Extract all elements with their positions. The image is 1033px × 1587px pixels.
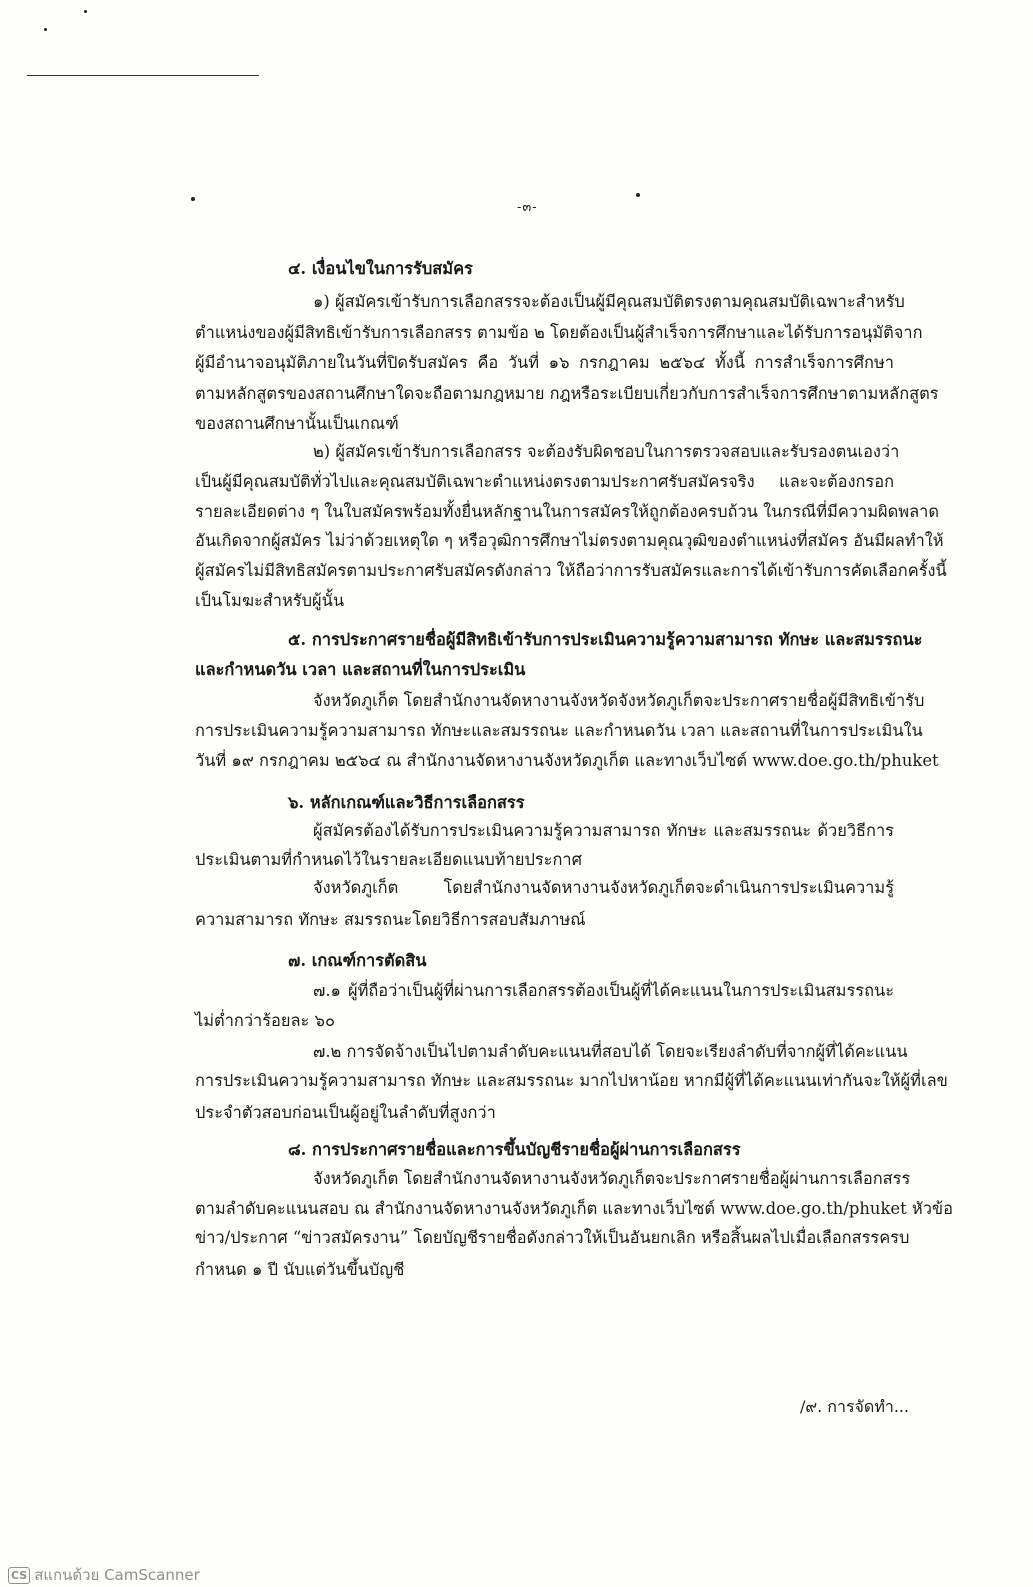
next-page-continuation: /๙. การจัดทำ... bbox=[800, 1397, 910, 1416]
section-heading: ๕. การประกาศรายชื่อผู้มีสิทธิเข้ารับการประเมินความรู้ความสามารถ ทักษะ และสมรรถนะ bbox=[288, 630, 923, 649]
paragraph-line: ตำแหน่งของผู้มีสิทธิเข้ารับการเลือกสรร ตามข้อ ๒ โดยต้องเป็นผู้สำเร็จการศึกษาและได้รับการอนุมัติจาก bbox=[195, 323, 923, 342]
section-heading: ๘. การประกาศรายชื่อและการขึ้นบัญชีรายชื่อผู้ผ่านการเลือกสรร bbox=[288, 1140, 741, 1159]
section-heading: และกำหนดวัน เวลา และสถานที่ในการประเมิน bbox=[195, 660, 526, 679]
paragraph-line: ผู้มีอำนาจอนุมัติภายในวันที่ปิดรับสมัคร คือ วันที่ ๑๖ กรกฎาคม ๒๕๖๔ ทั้งนี้ การสำเร็จการศึกษา bbox=[195, 353, 894, 372]
top-rule bbox=[27, 75, 259, 76]
section-heading: ๖. หลักเกณฑ์และวิธีการเลือกสรร bbox=[288, 793, 525, 812]
paragraph-line: การประเมินความรู้ความสามารถ ทักษะและสมรรถนะ และกำหนดวัน เวลา และสถานที่ในการประเมินใน bbox=[195, 721, 923, 740]
scan-speck bbox=[84, 10, 87, 13]
section-heading: ๔. เงื่อนไขในการรับสมัคร bbox=[288, 259, 473, 278]
paragraph-line: เป็นโมฆะสำหรับผู้นั้น bbox=[195, 591, 345, 610]
scan-speck bbox=[191, 197, 195, 201]
scan-speck bbox=[44, 28, 47, 31]
paragraph-line: ผู้สมัครไม่มีสิทธิสมัครตามประกาศรับสมัครดังกล่าว ให้ถือว่าการรับสมัครและการได้เข้ารับการคัดเลือกครั้งนี้ bbox=[195, 561, 947, 580]
paragraph-line: ตามหลักสูตรของสถานศึกษาใดจะถือตามกฎหมาย กฎหรือระเบียบเกี่ยวกับการสำเร็จการศึกษาตามหลักสูตร bbox=[195, 384, 939, 403]
paragraph-line: จังหวัดภูเก็ต โดยสำนักงานจัดหางานจังหวัดภูเก็ตจะประกาศรายชื่อผู้ผ่านการเลือกสรร bbox=[313, 1169, 911, 1188]
camscanner-watermark bbox=[8, 1563, 200, 1587]
paragraph-line: กำหนด ๑ ปี นับแต่วันขึ้นบัญชี bbox=[195, 1260, 405, 1279]
paragraph-line: อันเกิดจากผู้สมัคร ไม่ว่าด้วยเหตุใด ๆ หรือวุฒิการศึกษาไม่ตรงตามคุณวุฒิของตำแหน่งที่สมัคร อันมีผลทำให้ bbox=[195, 531, 944, 550]
paragraph-line: ความสามารถ ทักษะ สมรรถนะโดยวิธีการสอบสัมภาษณ์ bbox=[195, 910, 586, 929]
camscanner-text: สแกนด้วย CamScanner bbox=[34, 1566, 200, 1584]
paragraph-line: ของสถานศึกษานั้นเป็นเกณฑ์ bbox=[195, 414, 399, 433]
paragraph-line: ตามลำดับคะแนนสอบ ณ สำนักงานจัดหางานจังหวัดภูเก็ต และทางเว็บไซต์ www.doe.go.th/phuket หัวข้อ bbox=[195, 1199, 953, 1218]
paragraph-line: การประเมินความรู้ความสามารถ ทักษะ และสมรรถนะ มากไปหาน้อย หากมีผู้ที่ได้คะแนนเท่ากันจะให้ผู้ที่เลข bbox=[195, 1071, 948, 1090]
page-number: -๓- bbox=[517, 200, 538, 215]
paragraph-line: ๑) ผู้สมัครเข้ารับการเลือกสรรจะต้องเป็นผู้มีคุณสมบัติตรงตามคุณสมบัติเฉพาะสำหรับ bbox=[313, 292, 905, 311]
paragraph-line: เป็นผู้มีคุณสมบัติทั่วไปและคุณสมบัติเฉพาะตำแหน่งตรงตามประกาศรับสมัครจริง และจะต้องกรอก bbox=[195, 472, 894, 491]
paragraph-line: ผู้สมัครต้องได้รับการประเมินความรู้ความสามารถ ทักษะ และสมรรถนะ ด้วยวิธีการ bbox=[313, 821, 894, 840]
paragraph-line: จังหวัดภูเก็ต โดยสำนักงานจัดหางานจังหวัดจังหวัดภูเก็ตจะประกาศรายชื่อผู้มีสิทธิเข้ารับ bbox=[313, 691, 925, 710]
paragraph-line: ๗.๒ การจัดจ้างเป็นไปตามลำดับคะแนนที่สอบได้ โดยจะเรียงลำดับที่จากผู้ที่ได้คะแนน bbox=[313, 1042, 908, 1061]
paragraph-line: วันที่ ๑๙ กรกฎาคม ๒๕๖๔ ณ สำนักงานจัดหางานจังหวัดภูเก็ต และทางเว็บไซต์ www.doe.go.th/phuket bbox=[195, 751, 939, 770]
paragraph-line: ประจำตัวสอบก่อนเป็นผู้อยู่ในลำดับที่สูงกว่า bbox=[195, 1103, 496, 1122]
paragraph-line: ประเมินตามที่กำหนดไว้ในรายละเอียดแนบท้ายประกาศ bbox=[195, 850, 582, 869]
scan-speck bbox=[636, 193, 640, 197]
paragraph-line: รายละเอียดต่าง ๆ ในใบสมัครพร้อมทั้งยื่นหลักฐานในการสมัครให้ถูกต้องครบถ้วน ในกรณีที่มีความผิดพลาด bbox=[195, 502, 939, 521]
paragraph-line: ไม่ต่ำกว่าร้อยละ ๖๐ bbox=[195, 1011, 335, 1030]
section-heading: ๗. เกณฑ์การตัดสิน bbox=[288, 951, 427, 970]
camscanner-logo-icon: CS bbox=[8, 1567, 30, 1584]
paragraph-line: ๗.๑ ผู้ที่ถือว่าเป็นผู้ที่ผ่านการเลือกสรรต้องเป็นผู้ที่ได้คะแนนในการประเมินสมรรถนะ bbox=[313, 981, 894, 1000]
paragraph-line: จังหวัดภูเก็ต โดยสำนักงานจัดหางานจังหวัดภูเก็ตจะดำเนินการประเมินความรู้ bbox=[313, 878, 894, 897]
paragraph-line: ข่าว/ประกาศ “ข่าวสมัครงาน” โดยบัญชีรายชื่อดังกล่าวให้เป็นอันยกเลิก หรือสิ้นผลไปเมื่อเลือกสรรครบ bbox=[195, 1228, 910, 1247]
paragraph-line: ๒) ผู้สมัครเข้ารับการเลือกสรร จะต้องรับผิดชอบในการตรวจสอบและรับรองตนเองว่า bbox=[313, 442, 900, 461]
